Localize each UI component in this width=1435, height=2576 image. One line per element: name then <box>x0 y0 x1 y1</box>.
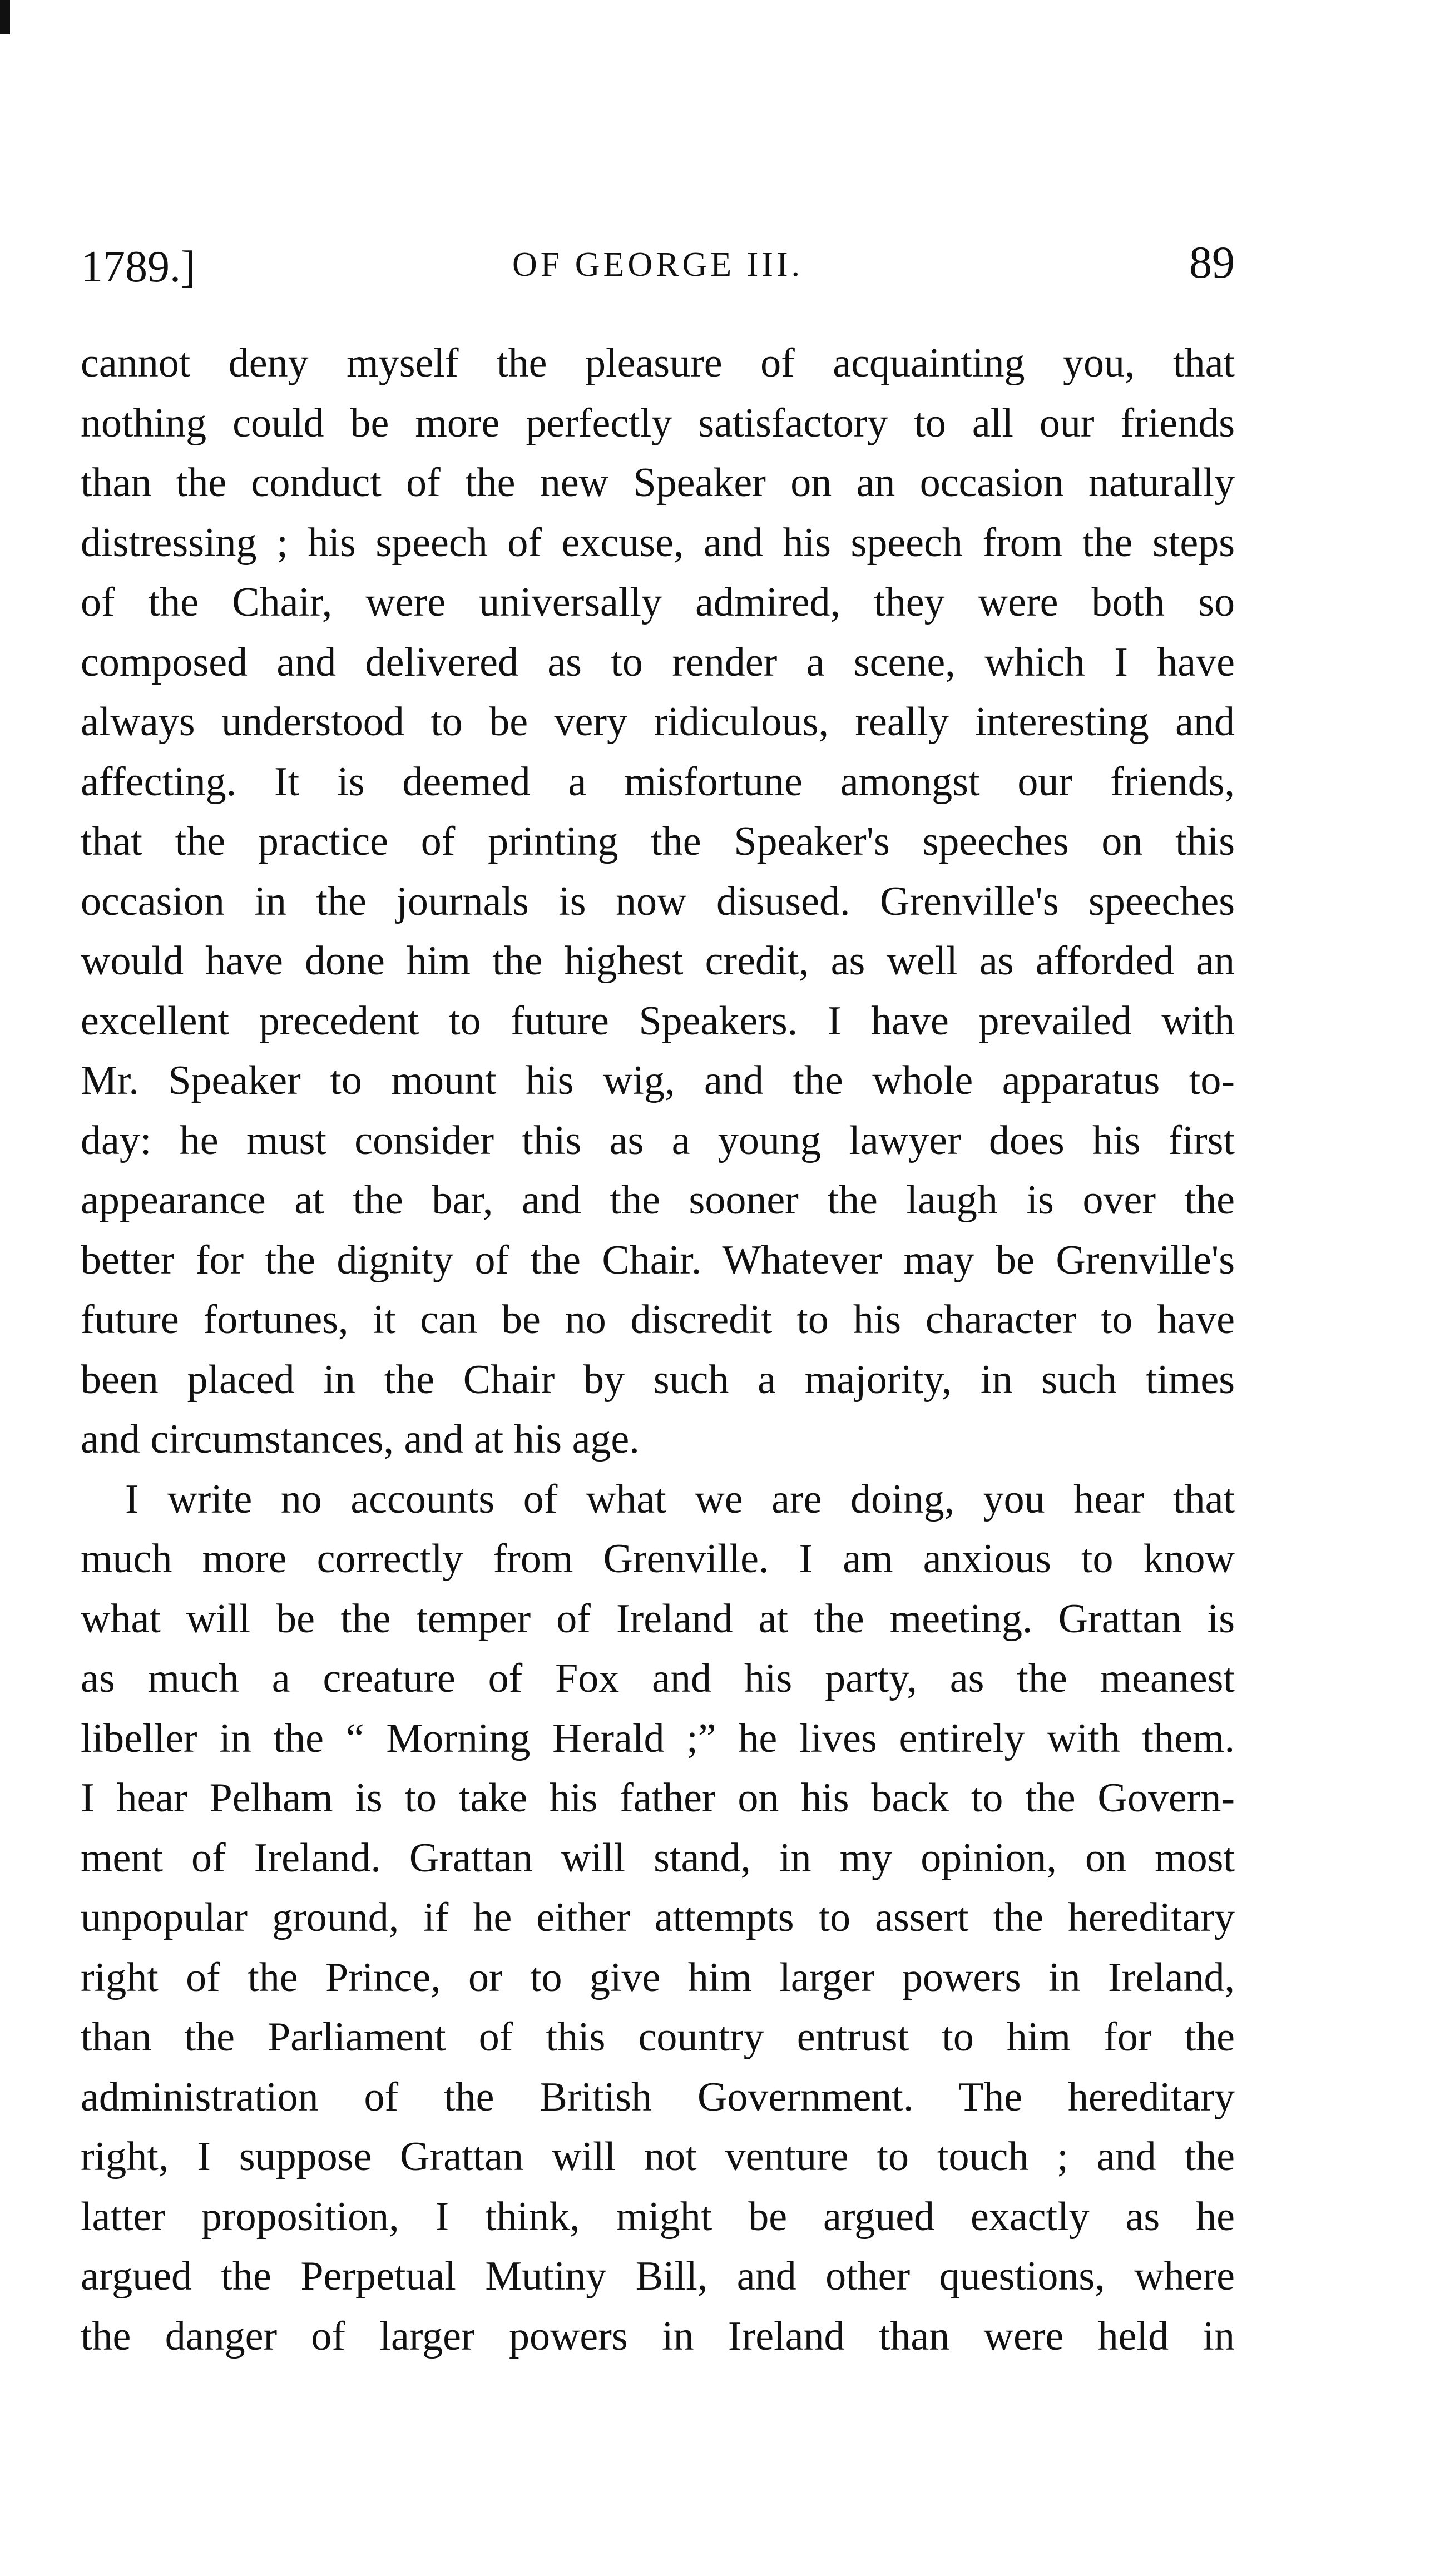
running-head <box>81 236 1235 303</box>
text-line: ment of Ireland. Grattan will stand, in my opinion, on most <box>81 1835 1235 1881</box>
text-line: better for the dignity of the Chair. Whatever may be Grenville's <box>81 1237 1235 1283</box>
text-line: future fortunes, it can be no discredit to his character to have <box>81 1297 1235 1343</box>
paragraph-1 <box>81 334 1235 1470</box>
text-line: appearance at the bar, and the sooner the laugh is over the <box>81 1177 1235 1223</box>
text-line: right of the Prince, or to give him larger powers in Ireland, <box>81 1954 1235 2000</box>
header-title: OF GEORGE III. <box>512 246 804 284</box>
text-line: would have done him the highest credit, as well as afforded an <box>81 938 1235 984</box>
text-line: of the Chair, were universally admired, they were both so <box>81 579 1235 625</box>
text-line: and circumstances, and at his age. <box>81 1416 640 1462</box>
text-line: the danger of larger powers in Ireland than were held in <box>81 2313 1235 2359</box>
text-line: than the conduct of the new Speaker on an occasion naturally <box>81 460 1235 506</box>
text-line: latter proposition, I think, might be argued exactly as he <box>81 2193 1235 2240</box>
text-line: always understood to be very ridiculous, really interesting and <box>81 699 1235 745</box>
text-line: cannot deny myself the pleasure of acquainting you, that <box>81 340 1235 386</box>
text-line: Mr. Speaker to mount his wig, and the whole apparatus to- <box>81 1058 1235 1103</box>
text-line: much more correctly from Grenville. I am anxious to know <box>81 1536 1235 1582</box>
text-line: unpopular ground, if he either attempts to assert the hereditary <box>81 1895 1235 1940</box>
text-line: occasion in the journals is now disused. Grenville's speeches <box>81 878 1235 924</box>
corner-scan-mark <box>0 0 10 34</box>
text-line: I write no accounts of what we are doing, you hear that <box>125 1476 1235 1522</box>
text-line: been placed in the Chair by such a majority, in such times <box>81 1356 1235 1403</box>
text-line: composed and delivered as to render a scene, which I have <box>81 639 1235 685</box>
text-line: argued the Perpetual Mutiny Bill, and other questions, where <box>81 2253 1235 2299</box>
text-line: day: he must consider this as a young lawyer does his first <box>81 1117 1235 1163</box>
text-line: right, I suppose Grattan will not venture to touch ; and the <box>81 2134 1235 2179</box>
paragraph-2 <box>81 1470 1235 2367</box>
page-body <box>81 334 1235 2366</box>
text-line: I hear Pelham is to take his father on his back to the Govern- <box>81 1775 1235 1821</box>
page-number: 89 <box>1189 237 1235 288</box>
text-line: distressing ; his speech of excuse, and his speech from the steps <box>81 519 1235 566</box>
text-line: excellent precedent to future Speakers. I have prevailed with <box>81 998 1235 1044</box>
text-line: than the Parliament of this country entrust to him for the <box>81 2014 1235 2060</box>
text-line: that the practice of printing the Speaker's speeches on this <box>81 819 1235 864</box>
text-line: as much a creature of Fox and his party, as the meanest <box>81 1656 1235 1701</box>
text-line: administration of the British Government. The hereditary <box>81 2074 1235 2120</box>
header-year: 1789.] <box>81 242 196 291</box>
text-line: libeller in the “ Morning Herald ;” he lives entirely with them. <box>81 1715 1235 1761</box>
text-line: affecting. It is deemed a misfortune amongst our friends, <box>81 759 1235 805</box>
text-line: nothing could be more perfectly satisfactory to all our friends <box>81 400 1235 446</box>
text-line: what will be the temper of Ireland at the meeting. Grattan is <box>81 1596 1235 1642</box>
